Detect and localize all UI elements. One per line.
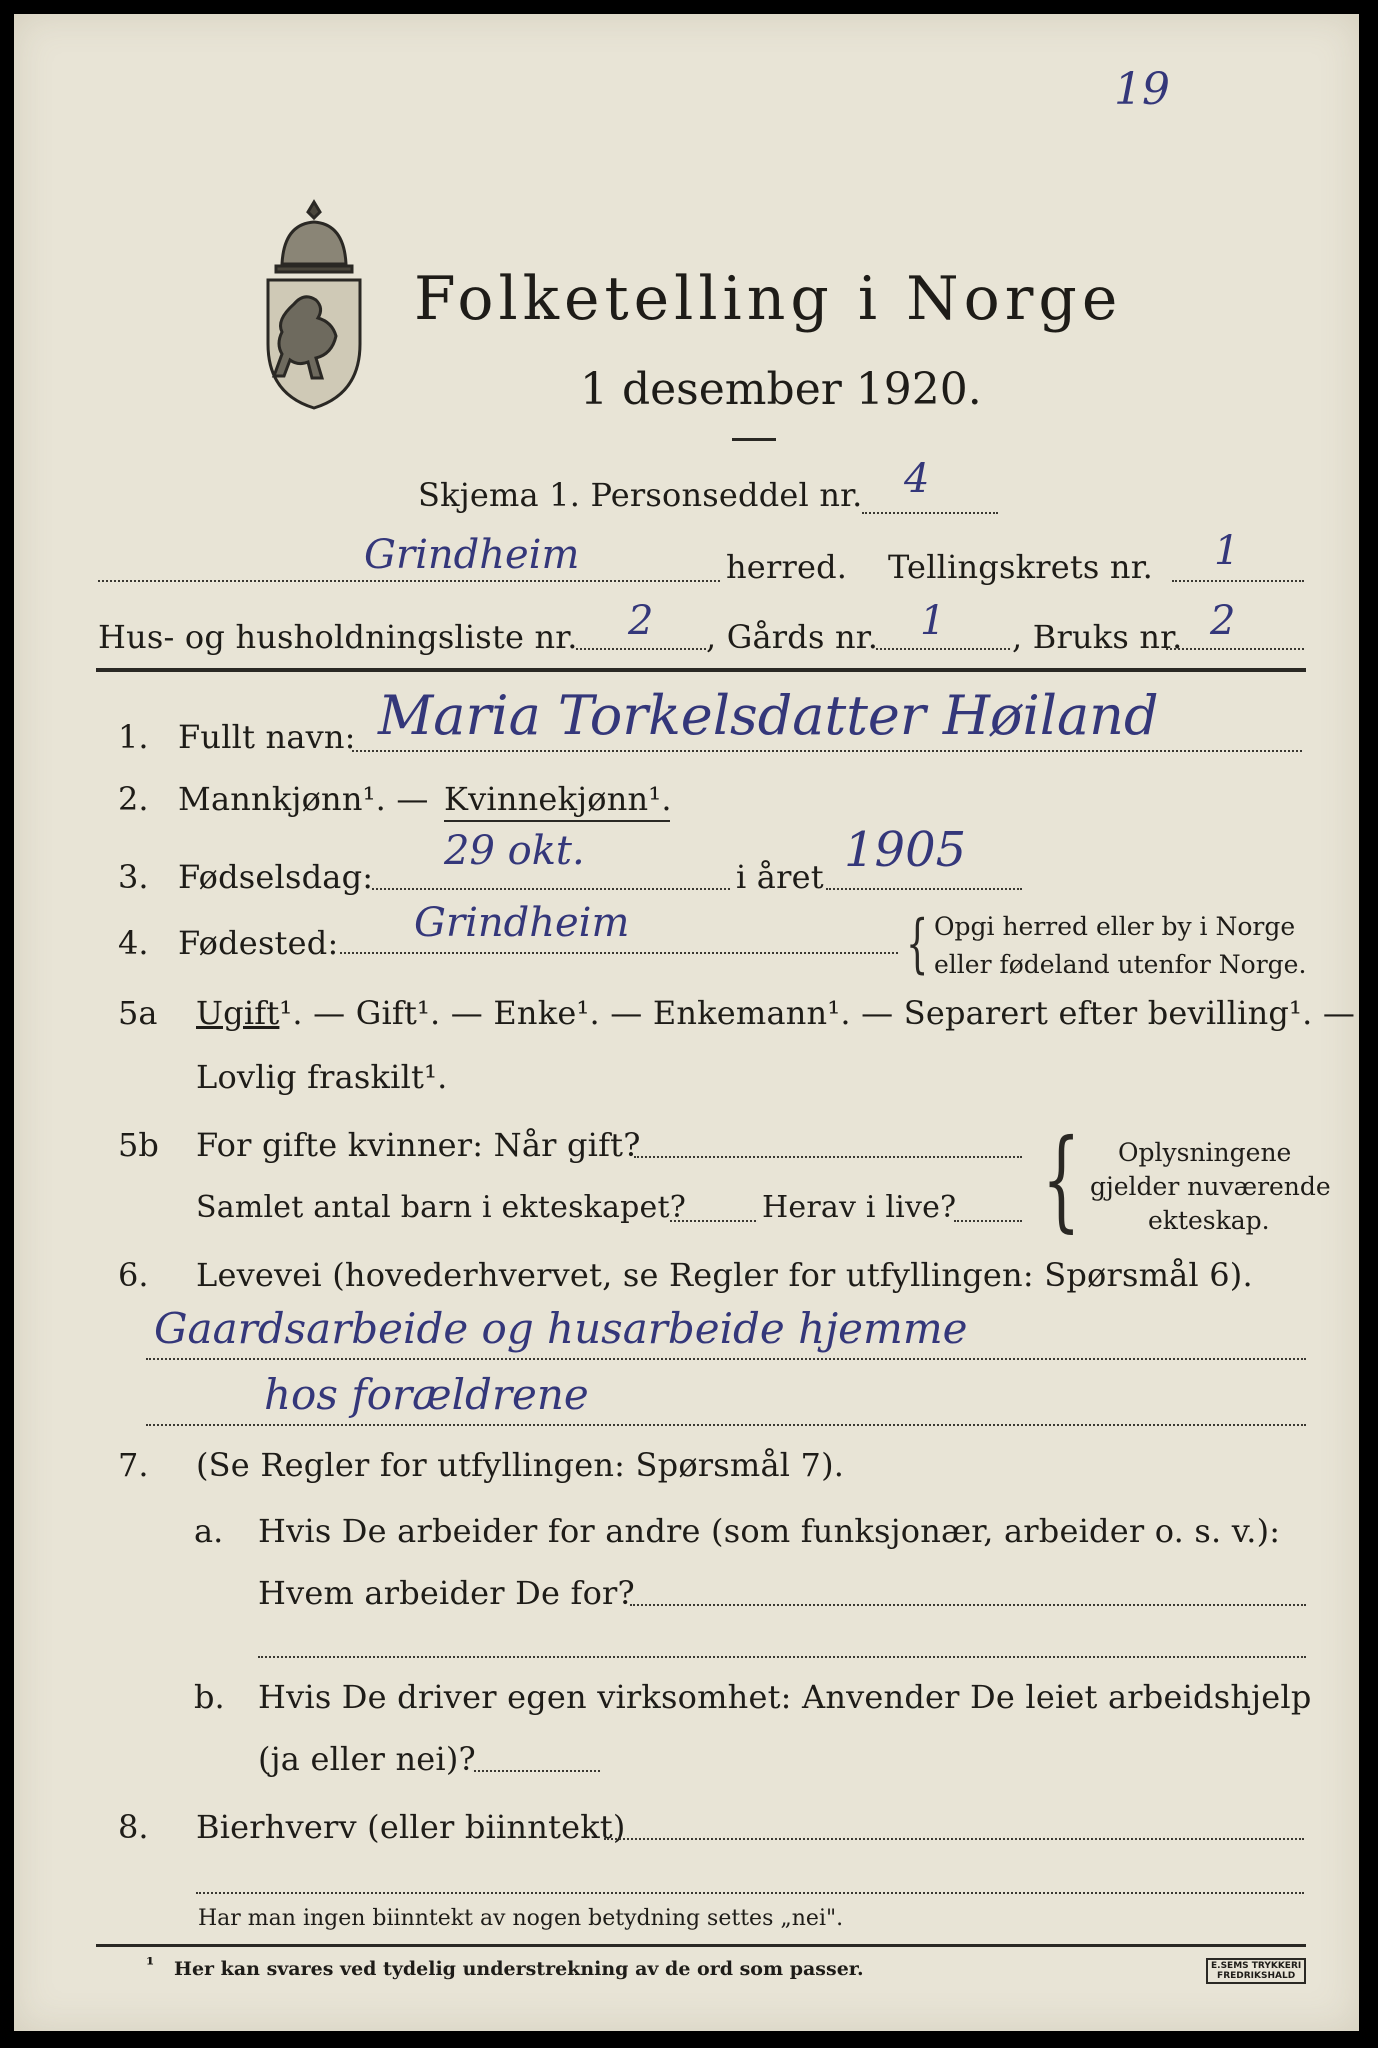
q6-value-line1: Gaardsarbeide og husarbeide hjemme [154, 1304, 968, 1353]
q5b-note3: ekteskap. [1148, 1206, 1270, 1235]
q5b-line2a: Samlet antal barn i ekteskapet? [196, 1190, 687, 1225]
coat-of-arms-icon [254, 194, 374, 414]
tellingskrets-label: Tellingskrets nr. [888, 548, 1154, 586]
q8-number: 8. [118, 1808, 149, 1846]
q7b-line2: (ja eller nei)? [258, 1740, 476, 1778]
title-divider [732, 438, 776, 441]
q2-mann: Mannkjønn¹. — [178, 780, 429, 818]
q4-brace: { [906, 907, 929, 981]
q5b-children-line [670, 1220, 756, 1222]
q8-label: Bierhverv (eller biinntekt) [196, 1808, 626, 1846]
form-date: 1 desember 1920. [580, 364, 982, 415]
q1-value: Maria Torkelsdatter Høiland [378, 684, 1159, 747]
tellingskrets-value: 1 [1214, 528, 1240, 574]
q5b-alive-line [954, 1220, 1022, 1222]
q6-number: 6. [118, 1256, 149, 1294]
stamp-line1: E.SEMS TRYKKERI [1211, 1961, 1302, 1971]
q5b-number: 5b [118, 1126, 159, 1164]
header-rule [96, 668, 1306, 672]
q3-year-value: 1905 [844, 822, 967, 878]
q4-line [340, 952, 898, 954]
footer-rule [96, 1944, 1306, 1947]
q7b-line1: Hvis De driver egen virksomhet: Anvender De leiet arbeidshjelp [258, 1678, 1312, 1716]
q4-value: Grindheim [414, 900, 630, 946]
q6-value-line2: hos forældrene [264, 1370, 589, 1419]
q3-number: 3. [118, 858, 149, 896]
gards-label: , Gårds nr. [706, 618, 879, 656]
gards-value: 1 [920, 598, 946, 644]
stamp-line2: FREDRIKSHALD [1217, 1971, 1296, 1981]
q1-label: Fullt navn: [178, 718, 356, 756]
q7a-number: a. [194, 1512, 224, 1550]
form-title: Folketelling i Norge [414, 264, 1123, 334]
q6-line2 [146, 1424, 1306, 1426]
q7a-line [630, 1604, 1306, 1606]
q2-underline [444, 820, 670, 822]
tellingskrets-line [1172, 580, 1304, 582]
footer-note: Har man ingen biinntekt av nogen betydning settes „nei". [198, 1906, 844, 1931]
q1-number: 1. [118, 718, 149, 756]
bruks-line [1166, 648, 1304, 650]
q2-kvinne: Kvinnekjønn¹. [444, 780, 672, 818]
personseddel-line [862, 512, 998, 514]
q3-value: 29 okt. [444, 828, 585, 874]
q5a-number: 5a [118, 994, 158, 1032]
q5b-line1: For gifte kvinner: Når gift? [196, 1126, 641, 1164]
gards-line [876, 648, 1010, 650]
q8-line [604, 1838, 1304, 1840]
footnote-mark: ¹ [146, 1954, 155, 1976]
q2-number: 2. [118, 780, 149, 818]
q5a-ugift: Ugift [196, 994, 280, 1032]
q5b-when-line [634, 1156, 1022, 1158]
q7b-line [474, 1770, 600, 1772]
herred-line [98, 580, 720, 582]
herred-value: Grindheim [364, 532, 580, 578]
q5a-text [196, 994, 1355, 1032]
q7a-line2: Hvem arbeider De for? [258, 1574, 635, 1612]
q1-line [352, 750, 1302, 752]
q5a-rest: ¹. — Gift¹. — Enke¹. — Enkemann¹. — Separert efter bevilling¹. — [279, 994, 1356, 1032]
q7b-number: b. [194, 1678, 225, 1716]
hus-line [576, 648, 706, 650]
q4-number: 4. [118, 924, 149, 962]
census-form-page [14, 14, 1359, 2031]
bruks-value: 2 [1210, 598, 1236, 644]
hus-value: 2 [628, 598, 654, 644]
page-number: 19 [1114, 64, 1170, 115]
q7-label: (Se Regler for utfyllingen: Spørsmål 7). [196, 1446, 845, 1484]
q8-line-extra [196, 1892, 1304, 1894]
printer-stamp [1206, 1958, 1306, 1984]
q5b-line2b: Herav i live? [762, 1190, 957, 1225]
q3-label: Fødselsdag: [178, 858, 374, 896]
skjema-label: Skjema 1. Personseddel nr. [418, 476, 863, 514]
hus-label: Hus- og husholdningsliste nr. [98, 618, 578, 656]
bruks-label: , Bruks nr. [1012, 618, 1183, 656]
q6-line1 [146, 1358, 1306, 1360]
herred-label: herred. [726, 548, 848, 586]
q5b-note2: gjelder nuværende [1090, 1172, 1331, 1201]
q4-label: Fødested: [178, 924, 339, 962]
q5a-line2: Lovlig fraskilt¹. [196, 1058, 448, 1096]
q4-note-line2: eller fødeland utenfor Norge. [934, 950, 1307, 979]
footnote-text: Her kan svares ved tydelig understrekning av de ord som passer. [174, 1958, 864, 1980]
personseddel-value: 4 [904, 456, 930, 502]
q7a-line-extra [258, 1656, 1306, 1658]
q7a-line1: Hvis De arbeider for andre (som funksjonær, arbeider o. s. v.): [258, 1512, 1281, 1550]
q6-label: Levevei (hovederhvervet, se Regler for utfyllingen: Spørsmål 6). [196, 1256, 1253, 1294]
q3-year-label: i året [736, 858, 824, 896]
q4-note-line1: Opgi herred eller by i Norge [934, 912, 1296, 941]
q5b-brace: { [1042, 1115, 1081, 1243]
q3-year-line [826, 888, 1022, 890]
q5b-note1: Oplysningene [1118, 1138, 1292, 1167]
q7-number: 7. [118, 1446, 149, 1484]
q3-line [372, 888, 730, 890]
